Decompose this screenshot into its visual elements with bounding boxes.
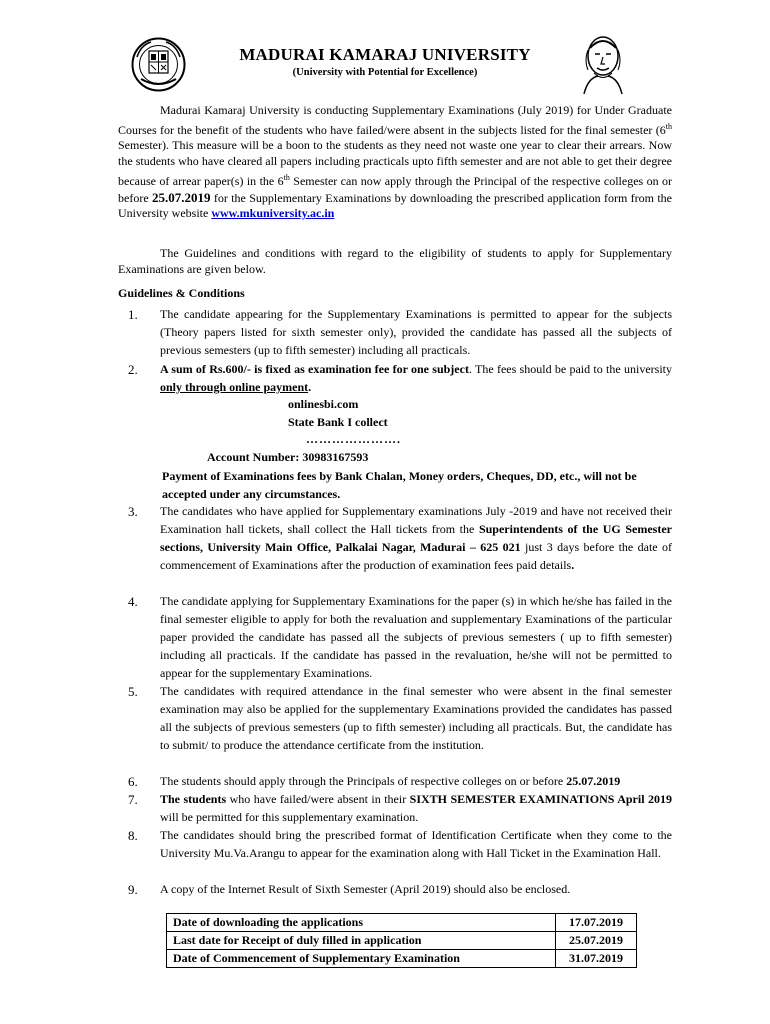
item-text [160, 361, 672, 397]
intro-paragraph-2 [118, 246, 672, 277]
exam-name-text: SIXTH SEMESTER EXAMINATIONS April 2019 [409, 792, 673, 806]
payment-site: onlinesbi.com [288, 397, 359, 411]
portrait-sketch-icon [576, 30, 630, 96]
intro-paragraph [118, 103, 672, 222]
intro-text-d: for the Supplementary Examinations by downloading the prescribed application form from the University website [118, 190, 672, 221]
intro-text-a: Madurai Kamaraj University is conducting Supplementary Examinations (July 2019) for Under Graduate Courses for the benefit of the students who have failed/were absent in the subjects listed for the final semester (6 [118, 103, 672, 137]
item-number: 9. [128, 882, 138, 897]
payment-dots: …………………. [306, 432, 401, 446]
item-number: 3. [128, 504, 138, 519]
intro-superscript-2: th [283, 172, 290, 182]
apply-deadline: 25.07.2019 [566, 774, 621, 788]
item-number: 6. [128, 774, 138, 789]
item-text: A copy of the Internet Result of Sixth Semester (April 2019) should also be enclosed. [160, 882, 571, 896]
payment-note: Payment of Examinations fees by Bank Chalan, Money orders, Cheques, DD, etc., will not be accepted under any circumstances. [162, 469, 637, 501]
item-text-part: The candidates who have applied for Supplementary examinations July -2019 and have not received their Examination hall tickets, shall collect the Hall tickets from the [160, 504, 672, 536]
table-cell-label: Date of downloading the applications [167, 914, 556, 932]
item-number: 4. [128, 594, 138, 609]
item-text: The candidates with required attendance in the final semester who were absent in the final semester examination may also be applied for the supplementary Examinations provided the candidates has passed all the subjects of previous semesters (up to fifth semester) including all practicals. But, the candidate has to submit/ to produce the attendance certificate from the institution. [160, 684, 672, 752]
table-cell-label: Date of Commencement of Supplementary Examination [167, 950, 556, 968]
item-text-part: . [308, 379, 312, 394]
item-text: The candidate appearing for the Supplementary Examinations is permitted to appear for the subjects (Theory papers listed for sixth semester only), provided the candidate has passed all the subjects of previous semesters (up to fifth semester) including all practicals. [160, 307, 672, 357]
table-row [167, 914, 637, 932]
item-text [160, 791, 672, 827]
item-text-part: who have failed/were absent in their [226, 792, 410, 806]
item-text-part: just 3 days before the date of commencement of Examinations after the production of examination fees paid details [160, 539, 672, 572]
item-number: 1. [128, 307, 138, 322]
item-number: 8. [128, 828, 138, 843]
item-text: The candidate applying for Supplementary Examinations for the paper (s) in which he/she has failed in the final semester eligible to apply for both the revaluation and supplementary Examinations of the particular paper provided the candidate has passed all the subjects of previous semesters ( up to fifth semester) including all practicals. If the candidate has passed in the revaluation, he/she will not be permitted to appear for the supplementary Examinations. [160, 594, 672, 680]
item-number: 2. [128, 362, 138, 377]
item-text [160, 773, 672, 791]
university-tagline: (University with Potential for Excellence) [292, 67, 478, 78]
item-text-part: The students [160, 792, 227, 806]
university-website-link[interactable]: www.mkuniversity.ac.in [211, 206, 335, 221]
item-text-part: . [571, 557, 575, 572]
intro-text-c: Semester can now apply through the Principal of the respective colleges on or before [118, 173, 672, 205]
important-dates-table [166, 913, 637, 968]
table-row [167, 932, 637, 950]
online-payment-text: only through online payment [160, 379, 309, 394]
table-cell-date: 17.07.2019 [556, 914, 637, 932]
fee-amount-text: A sum of Rs.600/- is fixed as examination fee for one subject [160, 362, 469, 376]
payment-collect: State Bank I collect [288, 415, 388, 429]
table-cell-label: Last date for Receipt of duly filled in application [167, 932, 556, 950]
item-text-part: The students should apply through the Principals of respective colleges on or before [160, 774, 567, 788]
item-text-part: . The fees should be paid to the university [468, 362, 672, 376]
table-row [167, 950, 637, 968]
intro-deadline-date: 25.07.2019 [152, 189, 211, 205]
item-text: The candidates should bring the prescribed format of Identification Certificate when they come to the University Mu.Va.Arangu to appear for the examination along with Hall Ticket in the Examination Hall. [160, 828, 672, 860]
item-text-part: will be permitted for this supplementary examination. [160, 809, 419, 824]
university-name: MADURAI KAMARAJ UNIVERSITY [239, 45, 531, 64]
item-number: 5. [128, 684, 138, 699]
guidelines-intro-text: The Guidelines and conditions with regard to the eligibility of students to apply for Supplementary Examinations are given below. [118, 246, 672, 276]
item-text [160, 503, 672, 575]
guidelines-heading: Guidelines & Conditions [118, 286, 245, 300]
office-address-text: Superintendents of the UG Semester sections, University Main Office, Palkalai Nagar, Madurai – 625 021 [160, 521, 672, 554]
table-cell-date: 31.07.2019 [556, 950, 637, 968]
item-number: 7. [128, 792, 138, 807]
intro-text-b: Semester). This measure will be a boon to the students as they need not waste one year to clear their arrears. Now the students who have cleared all papers including practicals upto fifth semester and are not able to get their degree because of arrear paper(s) in the 6 [118, 138, 672, 188]
intro-superscript: th [665, 121, 672, 131]
table-cell-date: 25.07.2019 [556, 932, 637, 950]
account-number: Account Number: 30983167593 [207, 450, 369, 464]
